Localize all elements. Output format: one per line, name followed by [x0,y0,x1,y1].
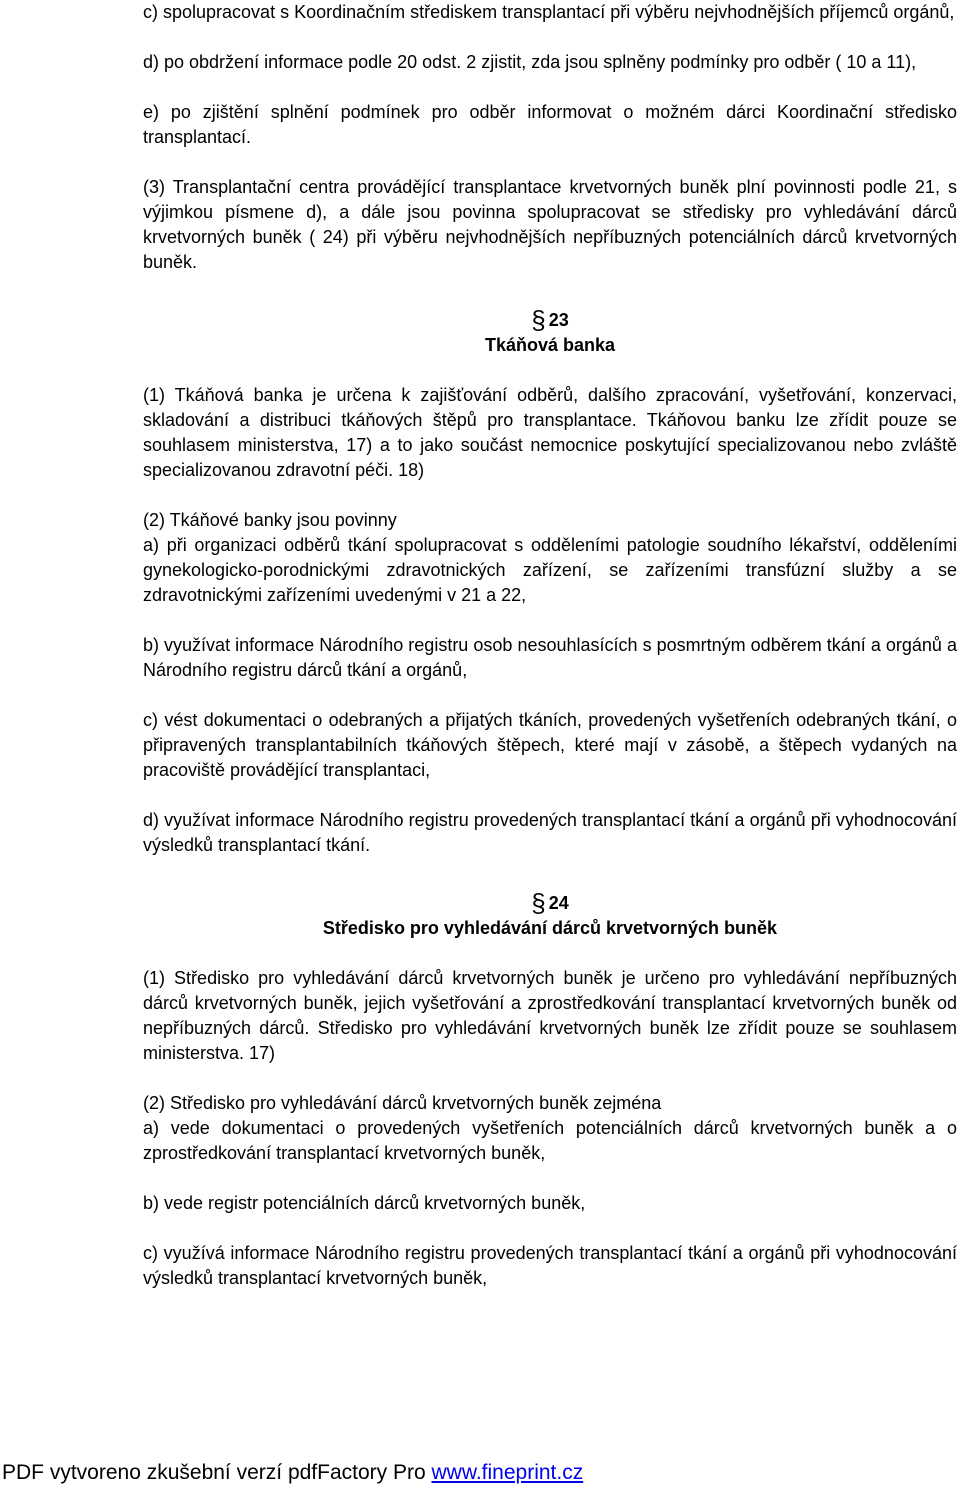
section-24-number [143,888,957,918]
pdf-footer [2,1460,583,1486]
section-23-title: Tkáňová banka [484,335,616,355]
footer-link[interactable]: www.fineprint.cz [431,1461,584,1484]
section-symbol: § [531,305,546,335]
section-23-paragraph-2-intro: (2) Tkáňové banky jsou povinny [143,510,397,530]
section-23-item-c: c) vést dokumentaci o odebraných a přijatých tkáních, provedených vyšetřeních odebraných tkání, o připravených transplantabilních tkáňových štěpech, které mají v zásobě, a štěpech vydaných na pracoviště provádějící transplantaci, [143,710,957,780]
section-23-number [143,305,957,335]
section-23-item-d: d) využívat informace Národního registru provedených transplantací tkání a orgánů při vyhodnocování výsledků transplantací tkání. [143,810,957,855]
document-page [143,0,957,1291]
section-23-item-b: b) využívat informace Národního registru osob nesouhlasících s posmrtným odběrem tkání a orgánů a Národního registru dárců tkání a orgánů, [143,635,957,680]
footer-text: PDF vytvoreno zkušební verzí pdfFactory Pro [2,1461,432,1484]
section-symbol: § [531,888,546,918]
paragraph-item-c: c) spolupracovat s Koordinačním střediskem transplantací při výběru nejvhodnějších příjemců orgánů, [143,2,955,22]
paragraph-3: (3) Transplantační centra provádějící transplantace krvetvorných buněk plní povinnosti podle 21, s výjimkou písmene d), a dále jsou povinna spolupracovat se středisky pro vyhledávání dárců krvetvorných buněk ( 24) při výběru nejvhodnějších nepříbuzných potenciálních dárců krvetvorných buněk. [143,177,957,272]
paragraph-item-d: d) po obdržení informace podle 20 odst. 2 zjistit, zda jsou splněny podmínky pro odběr ( 10 a 11), [143,52,917,72]
section-number: 23 [548,310,569,330]
section-24-paragraph-2-intro: (2) Středisko pro vyhledávání dárců krvetvorných buněk zejména [143,1093,662,1113]
section-24-paragraph-1: (1) Středisko pro vyhledávání dárců krvetvorných buněk je určeno pro vyhledávání nepříbuzných dárců krvetvorných buněk, jejich vyšetřování a zprostředkování transplantací krvetvorných buněk od nepříbuzných dárců. Středisko pro vyhledávání krvetvorných buněk lze zřídit pouze se souhlasem ministerstva. 17) [143,968,957,1063]
section-24-item-c: c) využívá informace Národního registru provedených transplantací tkání a orgánů při vyhodnocování výsledků transplantací krvetvorných buněk, [143,1243,957,1288]
section-24-title: Středisko pro vyhledávání dárců krvetvorných buněk [322,918,778,938]
section-number: 24 [548,893,569,913]
section-24-item-b: b) vede registr potenciálních dárců krvetvorných buněk, [143,1193,586,1213]
section-24-item-a: a) vede dokumentaci o provedených vyšetřeních potenciálních dárců krvetvorných buněk a o zprostředkování transplantací krvetvorných buněk, [143,1118,957,1163]
paragraph-item-e: e) po zjištění splnění podmínek pro odběr informovat o možném dárci Koordinační středisko transplantací. [143,102,957,147]
section-23-item-a: a) při organizaci odběrů tkání spolupracovat s odděleními patologie soudního lékařství, odděleními gynekologicko-porodnickými zdravotnických zařízení, se zařízeními transfúzní služby a se zdravotnickými zařízeními uvedenými v 21 a 22, [143,535,957,605]
section-23-paragraph-1: (1) Tkáňová banka je určena k zajišťování odběrů, dalšího zpracování, vyšetřování, konzervaci, skladování a distribuci tkáňových štěpů pro transplantace. Tkáňovou banku lze zřídit pouze se souhlasem ministerstva, 17) a to jako součást nemocnice poskytující specializovanou nebo zvláště specializovanou zdravotní péči. 18) [143,385,957,480]
